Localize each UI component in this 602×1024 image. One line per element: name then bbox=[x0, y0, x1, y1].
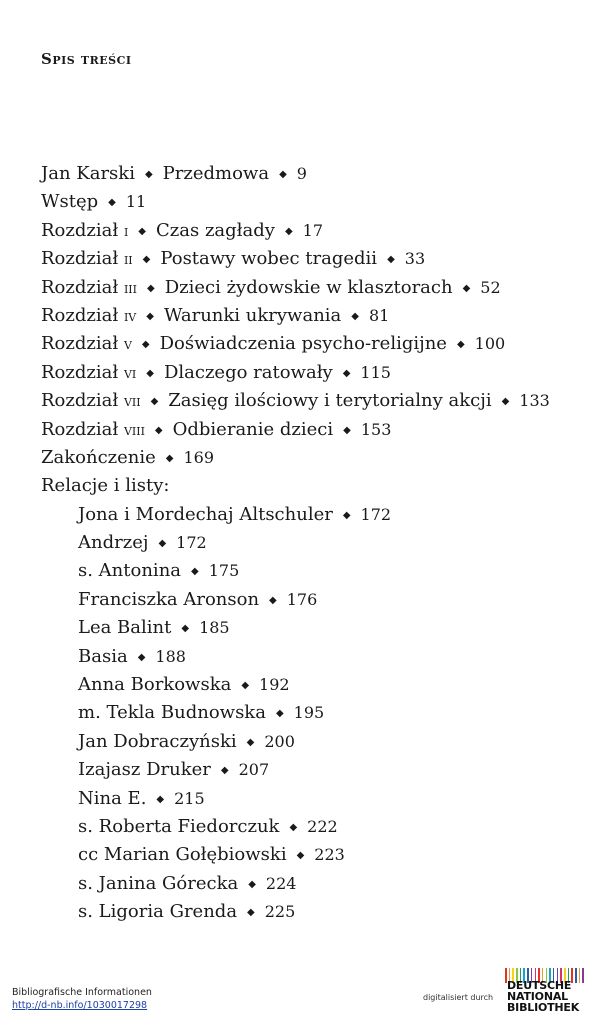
toc-separator: ◆ bbox=[220, 765, 229, 777]
toc-entry bbox=[41, 699, 581, 727]
toc-entry-title: s. Roberta Fiedorczuk bbox=[78, 815, 280, 837]
toc-entry-page: 100 bbox=[474, 334, 506, 354]
toc-entry-page: 17 bbox=[302, 220, 324, 240]
toc-entry-title: Dlaczego ratowały bbox=[163, 361, 333, 383]
toc-separator: ◆ bbox=[296, 850, 305, 862]
toc-entry bbox=[41, 217, 581, 245]
toc-entry-title: s. Antonina bbox=[78, 560, 182, 582]
toc-separator: ◆ bbox=[165, 452, 174, 464]
toc-entry-page: 185 bbox=[199, 618, 230, 638]
toc-entry-title: Lea Balint bbox=[78, 617, 172, 639]
toc-entry-numeral: iv bbox=[123, 306, 137, 325]
toc-entry-title: Zasięg ilościowy i terytorialny akcji bbox=[168, 390, 492, 412]
toc-entry bbox=[41, 188, 581, 216]
dnb-logo bbox=[505, 968, 591, 1020]
toc-entry-page: 188 bbox=[155, 646, 186, 666]
table-of-contents bbox=[41, 160, 581, 927]
toc-separator: ◆ bbox=[154, 424, 163, 436]
toc-separator: ◆ bbox=[342, 367, 351, 379]
toc-separator: ◆ bbox=[387, 254, 395, 266]
toc-entry bbox=[41, 841, 581, 869]
dnb-logo-bar bbox=[582, 968, 584, 983]
toc-entry-title: Dzieci żydowskie w klasztorach bbox=[164, 276, 453, 298]
toc-entry-page: 207 bbox=[238, 760, 270, 780]
dnb-logo-text bbox=[507, 980, 579, 1013]
toc-entry-page: 9 bbox=[296, 164, 307, 183]
toc-entry-numeral: v bbox=[123, 335, 132, 354]
toc-entry-page: 175 bbox=[208, 561, 240, 581]
toc-entry-title: Postawy wobec tragedii bbox=[160, 248, 378, 270]
toc-separator: ◆ bbox=[284, 225, 293, 237]
toc-separator: ◆ bbox=[462, 282, 471, 294]
toc-entry-prefix: Rozdział bbox=[41, 333, 119, 355]
toc-separator: ◆ bbox=[158, 538, 167, 550]
toc-entry-title: Odbieranie dzieci bbox=[172, 418, 334, 440]
toc-entry-page: 172 bbox=[176, 533, 207, 553]
toc-entry-prefix: Jan Karski bbox=[41, 163, 135, 184]
toc-entry-prefix: Rozdział bbox=[41, 219, 119, 241]
toc-entry-page: 222 bbox=[307, 816, 338, 836]
bibliographic-info bbox=[12, 986, 152, 1012]
toc-entry bbox=[41, 529, 581, 557]
toc-entry-page: 200 bbox=[264, 731, 295, 751]
page-title: Spis treści bbox=[41, 50, 132, 68]
toc-entry-page: 153 bbox=[360, 419, 392, 439]
toc-separator: ◆ bbox=[146, 367, 154, 379]
toc-entry-page: 176 bbox=[286, 589, 318, 609]
toc-entry-prefix: Rozdział bbox=[41, 248, 119, 270]
toc-entry-title: Andrzej bbox=[78, 532, 149, 554]
toc-entry-numeral: vii bbox=[123, 392, 141, 411]
toc-entry-page: 169 bbox=[183, 447, 215, 467]
toc-entry-prefix: Rozdział bbox=[41, 390, 119, 412]
toc-entry-title: Jan Dobraczyński bbox=[78, 730, 237, 752]
toc-entry-numeral: ii bbox=[123, 250, 133, 269]
toc-entry-title: Przedmowa bbox=[162, 163, 270, 184]
toc-separator: ◆ bbox=[501, 396, 510, 408]
toc-separator: ◆ bbox=[146, 282, 155, 294]
toc-separator: ◆ bbox=[279, 169, 287, 180]
toc-entry-page: 215 bbox=[174, 788, 205, 808]
toc-entry bbox=[41, 870, 581, 898]
toc-entry-title: m. Tekla Budnowska bbox=[78, 702, 266, 724]
toc-entry-page: 81 bbox=[368, 305, 390, 325]
toc-entry-title: Wstęp bbox=[41, 191, 99, 213]
toc-separator: ◆ bbox=[108, 197, 116, 209]
toc-entry-prefix: Rozdział bbox=[41, 304, 119, 326]
toc-entry-title: Izajasz Druker bbox=[78, 759, 211, 781]
toc-separator: ◆ bbox=[246, 736, 255, 748]
toc-separator: ◆ bbox=[141, 339, 150, 351]
toc-entry-page: 172 bbox=[360, 504, 392, 524]
toc-entry-page: 11 bbox=[125, 192, 147, 212]
toc-entry-prefix: Rozdział bbox=[41, 418, 119, 440]
toc-entry-title: s. Ligoria Grenda bbox=[78, 901, 238, 923]
toc-entry-page: 33 bbox=[404, 249, 426, 269]
toc-separator: ◆ bbox=[142, 254, 151, 266]
toc-entry bbox=[41, 472, 581, 500]
toc-separator: ◆ bbox=[150, 396, 159, 408]
dnb-logo-line: BIBLIOTHEK bbox=[507, 1001, 580, 1014]
toc-entry-title: Nina E. bbox=[78, 787, 147, 809]
toc-entry-page: 223 bbox=[314, 845, 345, 865]
toc-entry-title: Franciszka Aronson bbox=[78, 588, 260, 610]
toc-entry-page: 195 bbox=[293, 703, 325, 723]
dnb-logo-line: DEUTSCHE bbox=[507, 979, 572, 992]
toc-entry-page: 192 bbox=[259, 675, 290, 695]
toc-entry bbox=[41, 330, 581, 358]
toc-entry-page: 52 bbox=[480, 277, 501, 297]
toc-separator: ◆ bbox=[342, 509, 351, 521]
toc-entry-page: 133 bbox=[519, 391, 550, 411]
toc-entry bbox=[41, 813, 581, 841]
toc-entry-page: 115 bbox=[360, 362, 391, 382]
toc-separator: ◆ bbox=[181, 623, 190, 635]
toc-entry bbox=[41, 614, 581, 642]
toc-separator: ◆ bbox=[343, 424, 351, 436]
toc-entry bbox=[41, 274, 581, 302]
toc-entry bbox=[41, 416, 581, 444]
toc-entry bbox=[41, 557, 581, 585]
toc-entry bbox=[41, 586, 581, 614]
toc-entry bbox=[41, 245, 581, 273]
toc-separator: ◆ bbox=[137, 651, 146, 663]
toc-entry bbox=[41, 501, 581, 529]
toc-entry bbox=[41, 387, 581, 415]
toc-entry bbox=[41, 359, 581, 387]
bibliographic-info-label: Bibliografische Informationen bbox=[12, 987, 152, 998]
toc-separator: ◆ bbox=[351, 310, 359, 322]
toc-separator: ◆ bbox=[156, 793, 165, 805]
toc-separator: ◆ bbox=[138, 225, 146, 237]
toc-entry bbox=[41, 756, 581, 784]
toc-separator: ◆ bbox=[247, 907, 255, 919]
toc-entry-title: Jona i Mordechaj Altschuler bbox=[78, 503, 333, 525]
toc-separator: ◆ bbox=[456, 339, 465, 351]
toc-separator: ◆ bbox=[248, 878, 256, 890]
toc-separator: ◆ bbox=[275, 708, 284, 720]
toc-separator: ◆ bbox=[146, 310, 154, 322]
toc-entry-title: Doświadczenia psycho-religijne bbox=[159, 333, 447, 355]
toc-entry-numeral: vi bbox=[123, 363, 137, 382]
toc-entry-title: s. Janina Górecka bbox=[78, 872, 239, 894]
toc-separator: ◆ bbox=[191, 566, 199, 578]
toc-entry-title: Czas zagłady bbox=[156, 219, 275, 241]
toc-entry-prefix: Rozdział bbox=[41, 276, 119, 298]
toc-entry-title: Basia bbox=[78, 645, 128, 667]
toc-entry-title: Anna Borkowska bbox=[78, 674, 232, 696]
toc-separator: ◆ bbox=[144, 169, 153, 180]
toc-separator: ◆ bbox=[289, 821, 298, 833]
toc-entry-title: Relacje i listy: bbox=[41, 475, 170, 497]
toc-entry-title: Zakończenie bbox=[41, 446, 156, 468]
toc-entry-title: Warunki ukrywania bbox=[163, 304, 342, 326]
toc-entry-numeral: iii bbox=[123, 278, 137, 297]
toc-entry bbox=[41, 898, 581, 926]
toc-separator: ◆ bbox=[269, 594, 277, 606]
toc-entry-page: 225 bbox=[264, 902, 296, 922]
toc-entry bbox=[41, 302, 581, 330]
toc-entry-numeral: i bbox=[123, 221, 129, 240]
bibliographic-info-link[interactable]: http://d-nb.info/1030017298 bbox=[12, 1000, 148, 1011]
toc-entry bbox=[41, 643, 581, 671]
toc-entry-page: 224 bbox=[265, 873, 297, 893]
toc-entry-prefix: Rozdział bbox=[41, 361, 119, 383]
toc-entry bbox=[41, 728, 581, 756]
toc-separator: ◆ bbox=[241, 680, 250, 692]
dnb-logo-line: NATIONAL bbox=[507, 990, 568, 1003]
toc-entry bbox=[41, 785, 581, 813]
toc-entry bbox=[41, 160, 581, 188]
toc-entry-title: cc Marian Gołębiowski bbox=[78, 844, 287, 866]
digitized-by-label: digitalisiert durch bbox=[423, 993, 494, 1002]
toc-entry bbox=[41, 671, 581, 699]
toc-entry-numeral: viii bbox=[123, 420, 145, 439]
toc-entry bbox=[41, 444, 581, 472]
